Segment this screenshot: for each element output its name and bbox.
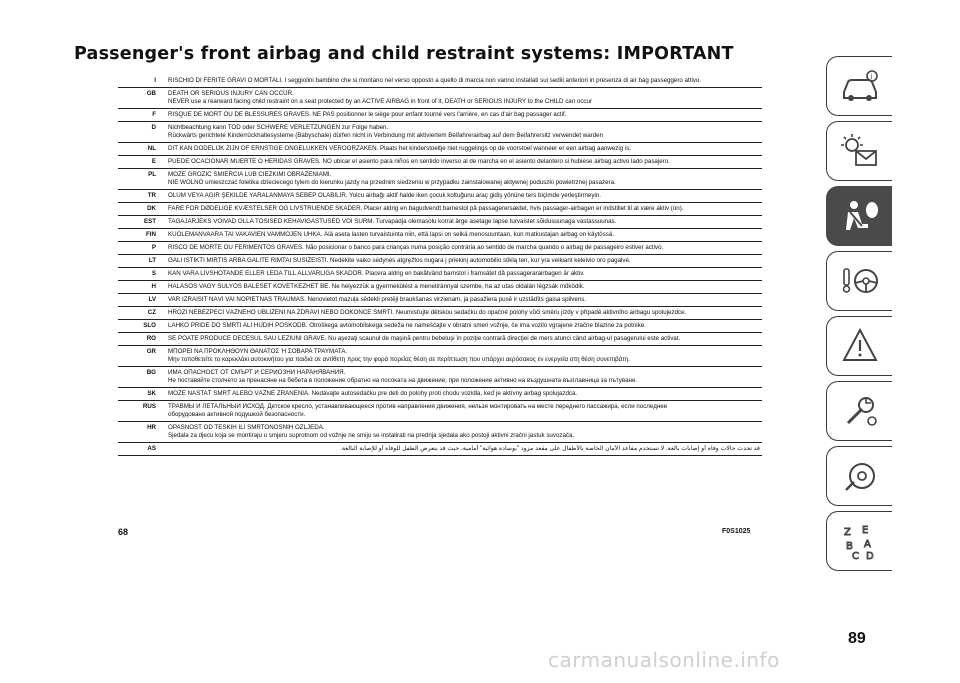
warning-text-line: RISCHIO DI FERITE GRAVI O MORTALI. I seggiolini bambino che si montano nel verso opposto a quello di marcia non vanno installati sui sedili anteriori in presenza di air bag passeggero attivo. bbox=[168, 77, 702, 84]
warning-text-line: ИМА ОПАСНОСТ ОТ СМЪРТ И СЕРИОЗНИ НАРАНЯВАНИЯ. bbox=[168, 369, 346, 376]
warning-text bbox=[162, 268, 762, 281]
warning-text bbox=[162, 422, 762, 443]
warning-text-line: KUOLEMANVAARA TAI VAKAVIEN VAMMOJEN UHKA. Älä aseta lasten turvaistuinta niin, että lapsi on selkä menosuuntaan, kun matkustajan airbag on käytössä. bbox=[168, 231, 615, 238]
warning-row bbox=[118, 75, 762, 88]
language-code: RO bbox=[118, 333, 162, 346]
warning-text bbox=[162, 294, 762, 307]
tab-starting-driving[interactable] bbox=[826, 251, 892, 311]
warning-text bbox=[162, 216, 762, 229]
warning-text bbox=[162, 320, 762, 333]
warning-row bbox=[118, 169, 762, 190]
language-code: F bbox=[118, 109, 162, 122]
language-code: SLO bbox=[118, 320, 162, 333]
tab-emergency[interactable] bbox=[826, 316, 892, 376]
warning-text-line: HROZÍ NEBEZPEČÍ VÁŽNÉHO UBLÍŽENÍ NA ZDRAVÍ NEBO DOKONCE SMRTI. Neumisťujte dětskou sedačku do opačné polohy vůči směru jízdy v případě aktivního airbagu spolujezdce. bbox=[168, 309, 687, 316]
warning-text-line: DIT KAN DODELIJK ZIJN OF ERNSTIGE ONGELUKKEN VEROORZAKEN. Plaats het kinderstoeltje niet ruggelings op de voorstoel wanneer er een airbag aanwezig is. bbox=[168, 145, 632, 152]
language-code: TR bbox=[118, 190, 162, 203]
tab-maintenance[interactable] bbox=[826, 381, 892, 441]
left-page-number: 68 bbox=[118, 527, 129, 537]
warning-text-line: TAGAJÄRJEKS VÕIVAD OLLA TÕSISED KEHAVIGASTUSED VÕI SURM. Turvapadja olemasolu korral ärge asetage lapse turvaistet sõidusuunaga vastassuunas. bbox=[168, 218, 617, 225]
warning-text-line: ÖLÜM VEYA AĞIR ŞEKİLDE YARALANMAYA SEBEP OLABİLİR. Yolcu airbağı aktif halde iken çocuk koltuğunu araç gidiş yönüne ters biçimde yerleştirmeyin. bbox=[168, 192, 601, 199]
language-code: E bbox=[118, 156, 162, 169]
language-code: FIN bbox=[118, 229, 162, 242]
maintenance-icon bbox=[838, 391, 882, 431]
warning-text-line: MOŻE GROZIĆ ŚMIERCIA LUB CIEŻKIMI OBRAŻENIAMI. bbox=[168, 171, 332, 178]
warning-row bbox=[118, 268, 762, 281]
warning-table bbox=[118, 75, 762, 456]
technical-data-icon bbox=[838, 456, 882, 496]
warning-text-line: ТРАВМЫ И ЛЕТАЛЬНЫЙ ИСХОД. Детское кресло, устанавливающееся против направления движения, нельзя монтировать на месте переднего пассажира, если последнее bbox=[168, 403, 668, 410]
warning-row bbox=[118, 190, 762, 203]
warning-row bbox=[118, 122, 762, 143]
warning-lights-icon bbox=[838, 131, 882, 171]
figure-code: F0S1025 bbox=[722, 528, 751, 535]
language-code: H bbox=[118, 281, 162, 294]
warning-text bbox=[162, 281, 762, 294]
warning-row bbox=[118, 255, 762, 268]
warning-row bbox=[118, 203, 762, 216]
svg-text:B: B bbox=[845, 541, 853, 552]
warning-text bbox=[162, 333, 762, 346]
warning-text-line: VAR IZRAISĪT NĀVI VAI NOPIETNAS TRAUMAS. Nenovietot mazuļa sēdekli pretēji braukšanas virzienam, ja pasažiera pusē ir uzstādīts gaisa spilvens. bbox=[168, 296, 587, 303]
warning-text bbox=[162, 190, 762, 203]
warning-text bbox=[162, 156, 762, 169]
warning-text-line: HALÁSOS VAGY SÚLYOS BALESET KÖVETKEZHET BE. Ne helyezzük a gyermekülést a menetiránnyal szembe, ha az utas oldalán légzsák működik. bbox=[168, 283, 585, 290]
warning-text bbox=[162, 443, 762, 456]
chapter-tabs bbox=[826, 56, 892, 576]
tab-index[interactable] bbox=[826, 511, 892, 571]
warning-row bbox=[118, 109, 762, 122]
svg-text:Z: Z bbox=[843, 527, 851, 538]
right-page-number: 89 bbox=[848, 630, 866, 647]
warning-text bbox=[162, 109, 762, 122]
language-code: LV bbox=[118, 294, 162, 307]
svg-text:i: i bbox=[870, 73, 872, 81]
warning-text bbox=[162, 346, 762, 367]
warning-text bbox=[162, 367, 762, 388]
warning-row bbox=[118, 242, 762, 255]
warning-text bbox=[162, 242, 762, 255]
language-code: SK bbox=[118, 388, 162, 401]
warning-row bbox=[118, 333, 762, 346]
warning-text bbox=[162, 203, 762, 216]
starting-driving-icon bbox=[838, 261, 882, 301]
svg-text:A: A bbox=[863, 539, 871, 550]
language-code: RUS bbox=[118, 401, 162, 422]
language-code: BG bbox=[118, 367, 162, 388]
tab-warning-lights[interactable] bbox=[826, 121, 892, 181]
watermark: carmanualsonline.info bbox=[548, 648, 780, 672]
warning-row bbox=[118, 388, 762, 401]
language-code: DK bbox=[118, 203, 162, 216]
warning-text-line: Rückwärts gerichtete Kinderrückhaltesysteme (Babyschale) dürfen nicht in Verbindung mit aktiviertem Beifahrerairbag auf dem Beifahrersitz verwendet warden bbox=[168, 132, 604, 139]
warning-text bbox=[162, 75, 762, 88]
language-code: P bbox=[118, 242, 162, 255]
page-title: Passenger's front airbag and child restraint systems: IMPORTANT bbox=[74, 44, 734, 64]
emergency-icon bbox=[838, 326, 882, 366]
car-info-icon bbox=[838, 66, 882, 106]
warning-text-line: قد تحدث حالات وفاة أو إصابات بالغة. لا تستخدم مقاعد الأمان الخاصة بالأطفال على مقعد مزود "بوسادة هوائية" أمامية، حيث قد يتعرض الطفل للوفاة أو للإصابة البالغة. bbox=[340, 445, 760, 452]
language-code: D bbox=[118, 122, 162, 143]
warning-text-line: ΜΠΟΡΕΙ ΝΑ ΠΡΟΚΛΗΘΟΥΝ ΘΑΝΑΤΟΣ Ή ΣΟΒΑΡΑ ΤΡΑΥΜΑΤΑ. bbox=[168, 348, 348, 355]
tab-safety[interactable] bbox=[826, 186, 892, 246]
warning-text-line: Μην τοποθετείτε το καρεκλάκι αυτοκινήτου για παιδιά σε αντίθετη προς την φορά πορείας θέση σε περίπτωση που υπάρχει αερόσακος εν ενεργεία στη θέση συνεπιβάτη. bbox=[168, 356, 630, 363]
warning-text bbox=[162, 388, 762, 401]
warning-row bbox=[118, 143, 762, 156]
svg-text:D: D bbox=[865, 551, 874, 561]
warning-row bbox=[118, 422, 762, 443]
warning-text-line: SE POATE PRODUCE DECESUL SAU LEZIUNI GRAVE. Nu aşezaţi scaunul de maşină pentru bebeluşi în poziţie contrară direcţiei de mers atunci când airbag-ul pasagerului este activat. bbox=[168, 335, 681, 342]
warning-row bbox=[118, 367, 762, 388]
language-code: HR bbox=[118, 422, 162, 443]
language-code: GB bbox=[118, 88, 162, 109]
svg-text:C: C bbox=[851, 551, 859, 561]
warning-text bbox=[162, 143, 762, 156]
warning-text-line: DEATH OR SERIOUS INJURY CAN OCCUR. bbox=[168, 90, 294, 97]
svg-text:E: E bbox=[861, 525, 868, 536]
warning-text-line: Не поставяйте столчето за пренасяне на бебета в положение обратно на посоката на движение, при положение активно на въздушната възглавница за пътуване. bbox=[168, 377, 638, 384]
language-code: S bbox=[118, 268, 162, 281]
warning-text bbox=[162, 401, 762, 422]
warning-text bbox=[162, 122, 762, 143]
warning-text bbox=[162, 307, 762, 320]
language-code: GR bbox=[118, 346, 162, 367]
language-code: NL bbox=[118, 143, 162, 156]
warning-text-line: PUEDE OCACIONAR MUERTE O HERIDAS GRAVES. NO ubicar el asiento para niños en sentido inverso al de marcha en el asiento delantero si hubiese airbag activo lado pasajero. bbox=[168, 158, 670, 165]
warning-row bbox=[118, 216, 762, 229]
warning-row bbox=[118, 346, 762, 367]
warning-text-line: FARE FOR DØDELIGE KVÆSTELSER OG LIVSTRUENDE SKADER. Placer aldrig en bagudvendt barnestol på passagerersædet, hvis passager-airbagen er indstillet til at være aktiv (on). bbox=[168, 205, 684, 212]
warning-row bbox=[118, 281, 762, 294]
language-code: AS bbox=[118, 443, 162, 456]
warning-row bbox=[118, 88, 762, 109]
warning-text bbox=[162, 255, 762, 268]
warning-row bbox=[118, 443, 762, 456]
warning-text-line: NIE WOLNO umieszczać foletika dzieciecego tylem do kierunku jazdy na przednim siedzeniu w przypadku zainstalowanej aktywnej poduszki powietrznej pasażera. bbox=[168, 179, 616, 186]
warning-text-line: OPASNOST OD TEŠKIH ILI SMRTONOSNIH OZLJEDA. bbox=[168, 424, 325, 431]
warning-text-line: RISCO DE MORTE OU FERIMENTOS GRAVES. Não posicionar o banco para crianças numa posição contrária ao sentido de marcha quando o airbag de passageiro estiver activo. bbox=[168, 244, 664, 251]
language-code: EST bbox=[118, 216, 162, 229]
language-code: PL bbox=[118, 169, 162, 190]
warning-row bbox=[118, 294, 762, 307]
warning-row bbox=[118, 156, 762, 169]
warning-text-line: Sjedala za djecu koja se montiraju u smjeru suprotnom od vožnje ne smiju se instalirati na prednja sjedala ako postoji aktivni zračni jastuk suvozača. bbox=[168, 432, 575, 439]
warning-text-line: NEVER use a rearward facing child restraint on a seat protected by an ACTIVE AIRBAG in front of it, DEATH or SERIOUS INJURY to the CHILD can occur bbox=[168, 98, 593, 105]
warning-row bbox=[118, 229, 762, 242]
language-code: I bbox=[154, 77, 156, 84]
warning-text-line: RISQUE DE MORT OU DE BLESSURES GRAVES. NE PAS positionner le siège pour enfant tourné vers l'arrière, en cas d'air bag passager actif. bbox=[168, 111, 567, 118]
warning-text bbox=[162, 169, 762, 190]
tab-car-info[interactable] bbox=[826, 56, 892, 116]
language-code: LT bbox=[118, 255, 162, 268]
safety-airbag-icon bbox=[838, 196, 882, 236]
warning-text-line: LAHKO PRIDE DO SMRTI ALI HUDIH POŠKODB. Otroškega avtomobilskega sedeža ne nameščajte v obratni smeri vožnje, če ima vozilo vgrajene zračne blazine za potnike. bbox=[168, 322, 646, 329]
warning-text-line: оборудовано активной подушкой безопасности. bbox=[168, 411, 306, 418]
warning-row bbox=[118, 320, 762, 333]
warning-row bbox=[118, 401, 762, 422]
warning-text-line: GALI IŠTIKTI MIRTIS ARBA GALITE RIMTAI SUSIŽEISTI. Nedėkite vaiko sėdynės atgręžtos nugara į priekinį automobilio stiklą ten, kur yra veikiant keleivio oro pagalvė. bbox=[168, 257, 631, 264]
tab-technical-data[interactable] bbox=[826, 446, 892, 506]
warning-text bbox=[162, 229, 762, 242]
index-letters-icon bbox=[838, 521, 882, 561]
language-code: CZ bbox=[118, 307, 162, 320]
warning-text-line: MÔŽE NASTAŤ SMRŤ ALEBO VÁŽNE ZRANENIA. Nedávajte autosedačku pre deti do polohy proti chodu vozidla, keď je aktívny airbag spolujazdca. bbox=[168, 390, 578, 397]
warning-text-line: Nichtbeachtung kann TOD oder SCHWERE VERLETZUNGEN zur Folge haben. bbox=[168, 124, 389, 131]
warning-text-line: KAN VARA LIVSHOTANDE ELLER LEDA TILL ALLVARLIGA SKADOR. Placera aldrig en bakåtvänd barnstol i framsätet då passagerarairbagen är aktiv. bbox=[168, 270, 585, 277]
warning-text bbox=[162, 88, 762, 109]
warning-row bbox=[118, 307, 762, 320]
